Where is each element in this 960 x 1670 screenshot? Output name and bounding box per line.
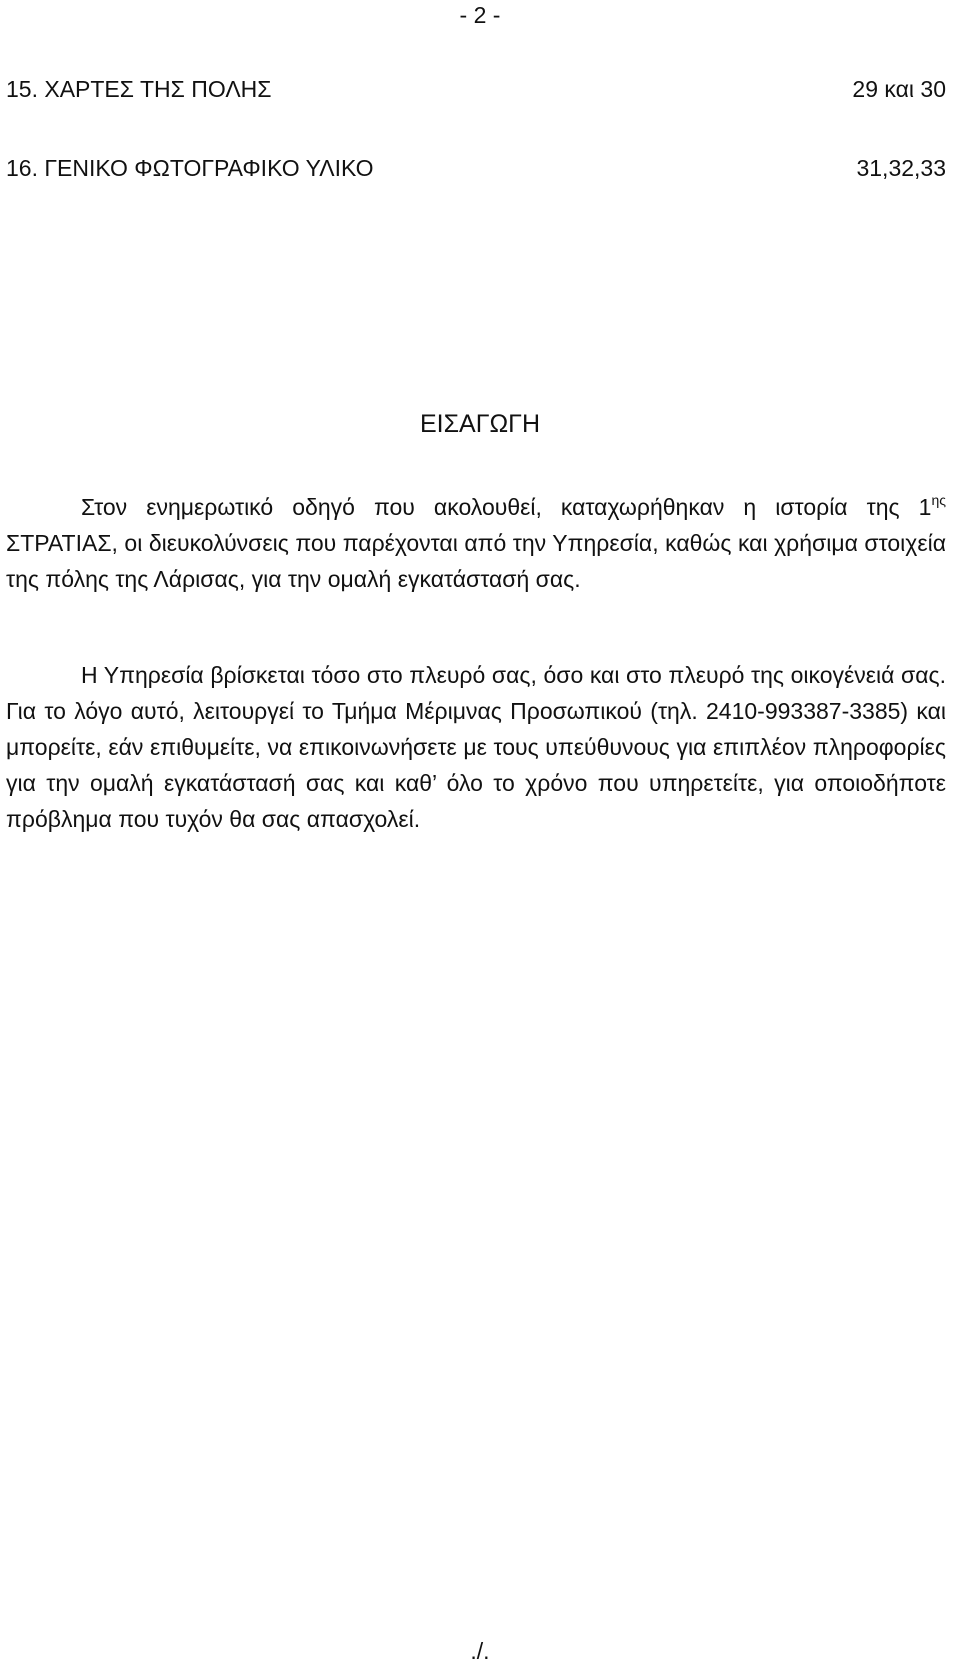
toc-entry-pages: 29 και 30	[852, 76, 946, 102]
toc-entry	[6, 152, 946, 184]
paragraph-text: Στον ενημερωτικό οδηγό που ακολουθεί, καταχωρήθηκαν η ιστορία της 1	[81, 494, 932, 520]
continuation-mark: ./.	[470, 1638, 490, 1664]
page-number: - 2 -	[459, 2, 501, 28]
section-heading: ΕΙΣΑΓΩΓΗ	[419, 410, 541, 438]
ordinal-superscript: ης	[931, 492, 946, 508]
paragraph-text: ΣΤΡΑΤΙΑΣ, οι διευκολύνσεις που παρέχονται από την Υπηρεσία, καθώς και χρήσιμα στοιχεία της πόλης της Λάρισας, για την ομαλή εγκατάστασή σας.	[6, 530, 946, 592]
intro-paragraph-1	[6, 489, 946, 597]
toc-entry	[6, 73, 946, 105]
intro-paragraph-2	[6, 657, 946, 837]
paragraph-text: Η Υπηρεσία βρίσκεται τόσο στο πλευρό σας, όσο και στο πλευρό της οικογένειά σας. Για το λόγο αυτό, λειτουργεί το Τμήμα Μέριμνας Προσωπικού (τηλ. 2410-993387-3385) και μπορείτε, εάν επιθυμείτε, να επικοινωνήσετε με τους υπεύθυνους για επιπλέον πληροφορίες για την ομαλή εγκατάστασή σας και καθ’ όλο το χρόνο που υπηρετείτε, για οποιοδήποτε πρόβλημα που τυχόν θα σας απασχολεί.	[6, 662, 946, 832]
toc-entry-title: 16. ΓΕΝΙΚΟ ΦΩΤΟΓΡΑΦΙΚΟ ΥΛΙΚΟ	[6, 155, 374, 181]
toc-entry-pages: 31,32,33	[856, 155, 946, 181]
toc-entry-title: 15. ΧΑΡΤΕΣ ΤΗΣ ΠΟΛΗΣ	[6, 76, 272, 102]
